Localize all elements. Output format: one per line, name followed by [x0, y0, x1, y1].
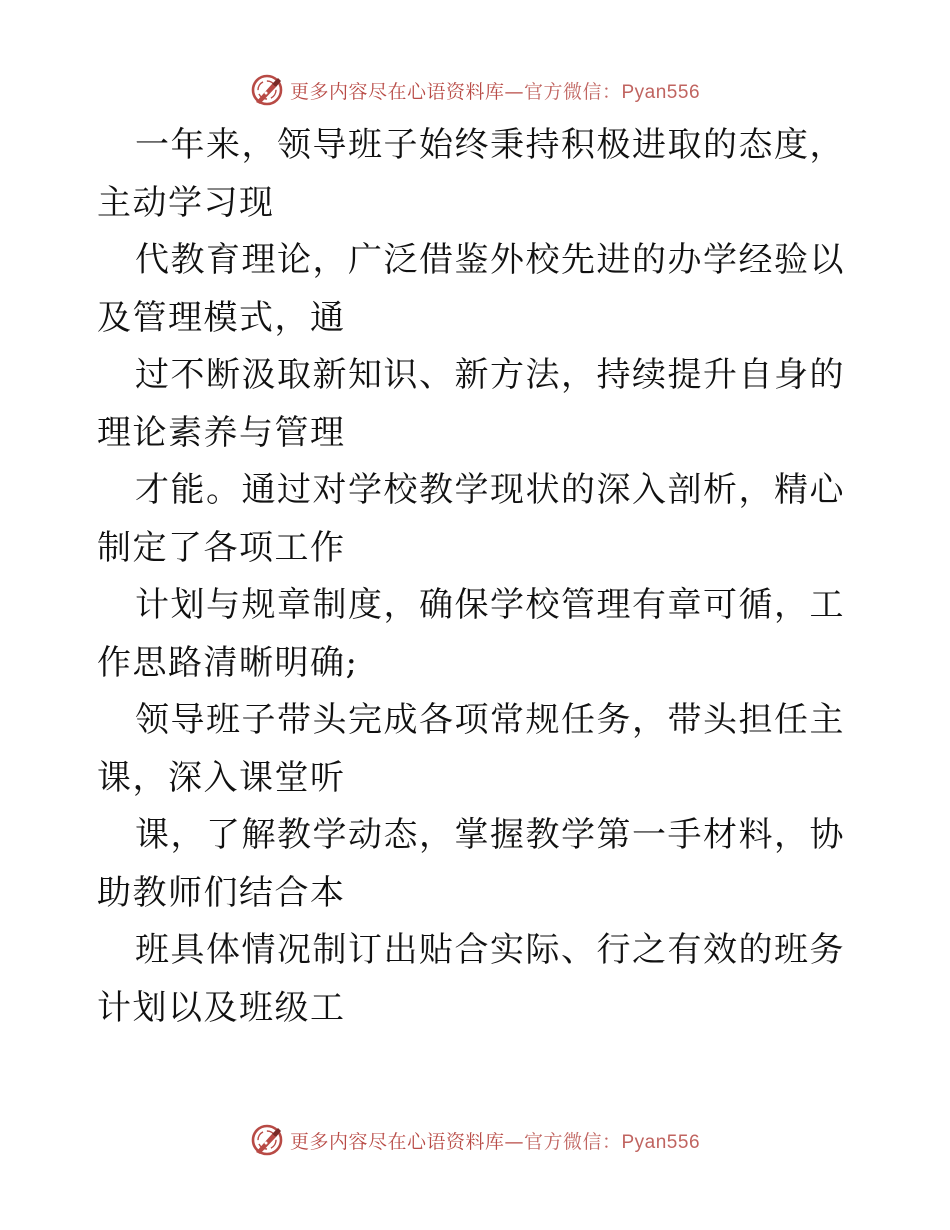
header-banner-wechat: 官方微信：Pyan556: [524, 81, 701, 103]
header-banner-dash: —: [504, 80, 524, 103]
header-banner-slogan: 更多内容尽在心语资料库: [289, 80, 505, 103]
document-body: [97, 117, 857, 1037]
footer-banner-text: [290, 1127, 700, 1154]
paragraph-6: 领导班子带头完成各项常规任务，带头担任主课，深入课堂听: [97, 700, 845, 798]
paragraph-1: 一年来，领导班子始终秉持积极进取的态度，主动学习现: [97, 125, 845, 223]
paragraph-4: 才能。通过对学校教学现状的深入剖析，精心制定了各项工作: [97, 470, 845, 568]
pen-nib-logo-icon: [250, 73, 284, 107]
paragraph-7: 课，了解教学动态，掌握教学第一手材料，协助教师们结合本: [97, 815, 845, 913]
footer-banner: [0, 1120, 950, 1160]
footer-banner-dash: —: [504, 1130, 524, 1153]
paragraph-2: 代教育理论，广泛借鉴外校先进的办学经验以及管理模式，通: [97, 240, 845, 338]
paragraph-3: 过不断汲取新知识、新方法，持续提升自身的理论素养与管理: [97, 355, 845, 453]
header-banner: [0, 70, 950, 110]
pen-nib-logo-icon: [250, 1123, 284, 1157]
footer-banner-slogan: 更多内容尽在心语资料库: [289, 1130, 505, 1153]
footer-banner-wechat: 官方微信：Pyan556: [524, 1131, 701, 1153]
paragraph-8: 班具体情况制订出贴合实际、行之有效的班务计划以及班级工: [97, 930, 845, 1028]
paragraph-5: 计划与规章制度，确保学校管理有章可循，工作思路清晰明确;: [97, 585, 845, 683]
header-banner-text: [290, 77, 700, 104]
